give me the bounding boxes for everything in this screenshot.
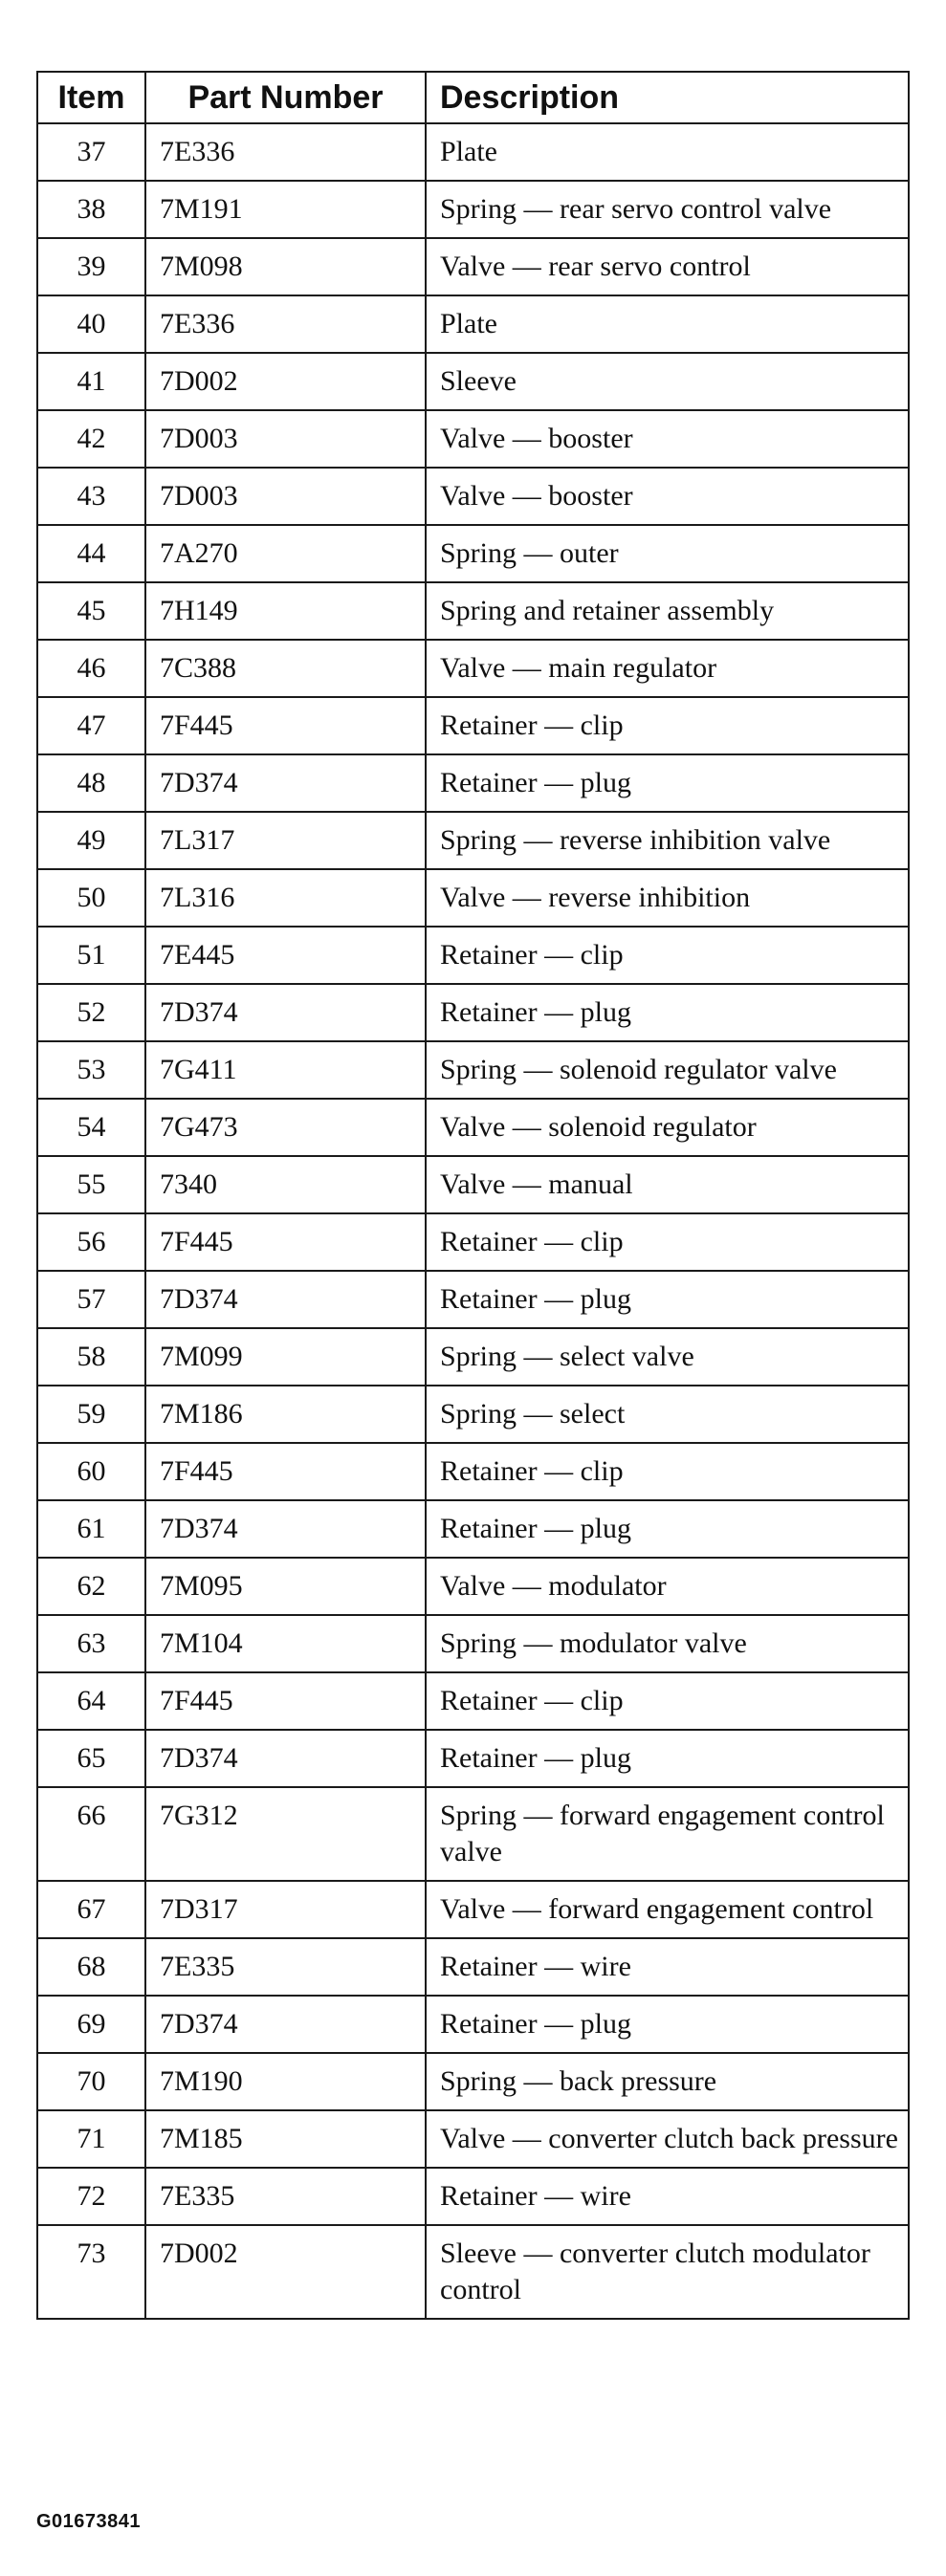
item-cell: 53 (37, 1041, 145, 1099)
part-number-cell: 7D002 (145, 353, 426, 410)
part-number-cell: 7G411 (145, 1041, 426, 1099)
item-cell: 59 (37, 1386, 145, 1443)
table-row (37, 1787, 909, 1881)
part-number-cell: 7M186 (145, 1386, 426, 1443)
part-number-cell: 7D374 (145, 1271, 426, 1328)
table-body (37, 123, 909, 2319)
table-row (37, 1881, 909, 1938)
description-cell: Retainer — plug (426, 1996, 909, 2053)
table-row (37, 582, 909, 640)
part-number-cell: 7E336 (145, 295, 426, 353)
description-cell: Retainer — plug (426, 754, 909, 812)
description-cell: Retainer — clip (426, 927, 909, 984)
description-cell: Spring — solenoid regulator valve (426, 1041, 909, 1099)
table-row (37, 1938, 909, 1996)
item-cell: 67 (37, 1881, 145, 1938)
table-row (37, 984, 909, 1041)
item-cell: 58 (37, 1328, 145, 1386)
part-number-cell: 7E335 (145, 1938, 426, 1996)
item-cell: 55 (37, 1156, 145, 1213)
table-row (37, 1558, 909, 1615)
part-number-cell: 7M099 (145, 1328, 426, 1386)
parts-table (36, 71, 910, 2320)
item-cell: 44 (37, 525, 145, 582)
table-row (37, 353, 909, 410)
description-cell: Spring — select valve (426, 1328, 909, 1386)
description-cell: Valve — booster (426, 410, 909, 468)
table-row (37, 525, 909, 582)
description-cell: Spring — reverse inhibition valve (426, 812, 909, 869)
table-row (37, 468, 909, 525)
description-cell: Sleeve — converter clutch modulator control (426, 2225, 909, 2319)
item-cell: 69 (37, 1996, 145, 2053)
part-number-cell: 7L317 (145, 812, 426, 869)
description-cell: Spring — back pressure (426, 2053, 909, 2110)
table-row (37, 1443, 909, 1500)
item-cell: 48 (37, 754, 145, 812)
part-number-cell: 7D374 (145, 754, 426, 812)
table-row (37, 1271, 909, 1328)
item-cell: 68 (37, 1938, 145, 1996)
table-row (37, 1386, 909, 1443)
item-cell: 70 (37, 2053, 145, 2110)
item-cell: 49 (37, 812, 145, 869)
description-cell: Retainer — clip (426, 1443, 909, 1500)
part-number-cell: 7M095 (145, 1558, 426, 1615)
item-column-header: Item (37, 72, 145, 123)
part-number-cell: 7L316 (145, 869, 426, 927)
table-row (37, 123, 909, 181)
description-cell: Retainer — clip (426, 1672, 909, 1730)
description-cell: Valve — converter clutch back pressure (426, 2110, 909, 2168)
item-cell: 39 (37, 238, 145, 295)
table-row (37, 295, 909, 353)
part-number-cell: 7340 (145, 1156, 426, 1213)
part-number-cell: 7D317 (145, 1881, 426, 1938)
description-cell: Retainer — wire (426, 2168, 909, 2225)
part-number-cell: 7M098 (145, 238, 426, 295)
table-row (37, 181, 909, 238)
table-row (37, 1996, 909, 2053)
part-number-cell: 7H149 (145, 582, 426, 640)
item-cell: 38 (37, 181, 145, 238)
description-cell: Spring — rear servo control valve (426, 181, 909, 238)
description-cell: Spring — outer (426, 525, 909, 582)
item-cell: 62 (37, 1558, 145, 1615)
item-cell: 65 (37, 1730, 145, 1787)
table-row (37, 1156, 909, 1213)
table-row (37, 1041, 909, 1099)
description-cell: Retainer — clip (426, 697, 909, 754)
description-cell: Valve — rear servo control (426, 238, 909, 295)
item-cell: 56 (37, 1213, 145, 1271)
description-cell: Retainer — plug (426, 984, 909, 1041)
description-cell: Spring — select (426, 1386, 909, 1443)
item-cell: 54 (37, 1099, 145, 1156)
table-header (37, 72, 909, 123)
table-row (37, 640, 909, 697)
part-number-cell: 7D374 (145, 1730, 426, 1787)
item-cell: 41 (37, 353, 145, 410)
part-number-cell: 7E445 (145, 927, 426, 984)
description-cell: Valve — reverse inhibition (426, 869, 909, 927)
description-cell: Valve — solenoid regulator (426, 1099, 909, 1156)
item-cell: 66 (37, 1787, 145, 1881)
table-row (37, 1500, 909, 1558)
part-number-cell: 7G473 (145, 1099, 426, 1156)
part-number-cell: 7G312 (145, 1787, 426, 1881)
table-row (37, 754, 909, 812)
description-cell: Spring — modulator valve (426, 1615, 909, 1672)
part-number-cell: 7D003 (145, 468, 426, 525)
description-cell: Spring and retainer assembly (426, 582, 909, 640)
item-cell: 40 (37, 295, 145, 353)
item-cell: 50 (37, 869, 145, 927)
item-cell: 63 (37, 1615, 145, 1672)
table-row (37, 869, 909, 927)
figure-id: G01673841 (36, 2511, 142, 2532)
item-cell: 37 (37, 123, 145, 181)
part-number-cell: 7M191 (145, 181, 426, 238)
table-row (37, 2053, 909, 2110)
part-number-cell: 7F445 (145, 1443, 426, 1500)
item-cell: 64 (37, 1672, 145, 1730)
item-cell: 45 (37, 582, 145, 640)
table-row (37, 1730, 909, 1787)
part-number-cell: 7E336 (145, 123, 426, 181)
item-cell: 47 (37, 697, 145, 754)
part-number-cell: 7D374 (145, 1996, 426, 2053)
table-row (37, 812, 909, 869)
part-number-cell: 7A270 (145, 525, 426, 582)
table-row (37, 1213, 909, 1271)
item-cell: 73 (37, 2225, 145, 2319)
description-cell: Valve — main regulator (426, 640, 909, 697)
part-number-cell: 7C388 (145, 640, 426, 697)
description-cell: Valve — modulator (426, 1558, 909, 1615)
part-number-column-header: Part Number (145, 72, 426, 123)
item-cell: 43 (37, 468, 145, 525)
item-cell: 51 (37, 927, 145, 984)
item-cell: 52 (37, 984, 145, 1041)
part-number-cell: 7F445 (145, 1672, 426, 1730)
table-row (37, 1328, 909, 1386)
header-row (37, 72, 909, 123)
part-number-cell: 7D003 (145, 410, 426, 468)
table-row (37, 2225, 909, 2319)
description-cell: Retainer — plug (426, 1730, 909, 1787)
description-cell: Retainer — plug (426, 1500, 909, 1558)
description-cell: Retainer — wire (426, 1938, 909, 1996)
item-cell: 46 (37, 640, 145, 697)
table-row (37, 697, 909, 754)
part-number-cell: 7M190 (145, 2053, 426, 2110)
part-number-cell: 7D002 (145, 2225, 426, 2319)
table-row (37, 238, 909, 295)
description-column-header: Description (426, 72, 909, 123)
table-row (37, 1615, 909, 1672)
item-cell: 61 (37, 1500, 145, 1558)
description-cell: Retainer — clip (426, 1213, 909, 1271)
item-cell: 42 (37, 410, 145, 468)
part-number-cell: 7F445 (145, 1213, 426, 1271)
item-cell: 60 (37, 1443, 145, 1500)
description-cell: Valve — forward engagement control (426, 1881, 909, 1938)
table-row (37, 1672, 909, 1730)
part-number-cell: 7F445 (145, 697, 426, 754)
table-row (37, 2168, 909, 2225)
part-number-cell: 7D374 (145, 984, 426, 1041)
table-row (37, 410, 909, 468)
description-cell: Valve — booster (426, 468, 909, 525)
part-number-cell: 7D374 (145, 1500, 426, 1558)
table-row (37, 1099, 909, 1156)
description-cell: Valve — manual (426, 1156, 909, 1213)
item-cell: 72 (37, 2168, 145, 2225)
table-row (37, 2110, 909, 2168)
item-cell: 57 (37, 1271, 145, 1328)
part-number-cell: 7M185 (145, 2110, 426, 2168)
description-cell: Plate (426, 123, 909, 181)
description-cell: Spring — forward engagement control valve (426, 1787, 909, 1881)
description-cell: Plate (426, 295, 909, 353)
part-number-cell: 7M104 (145, 1615, 426, 1672)
table-row (37, 927, 909, 984)
description-cell: Sleeve (426, 353, 909, 410)
item-cell: 71 (37, 2110, 145, 2168)
description-cell: Retainer — plug (426, 1271, 909, 1328)
part-number-cell: 7E335 (145, 2168, 426, 2225)
